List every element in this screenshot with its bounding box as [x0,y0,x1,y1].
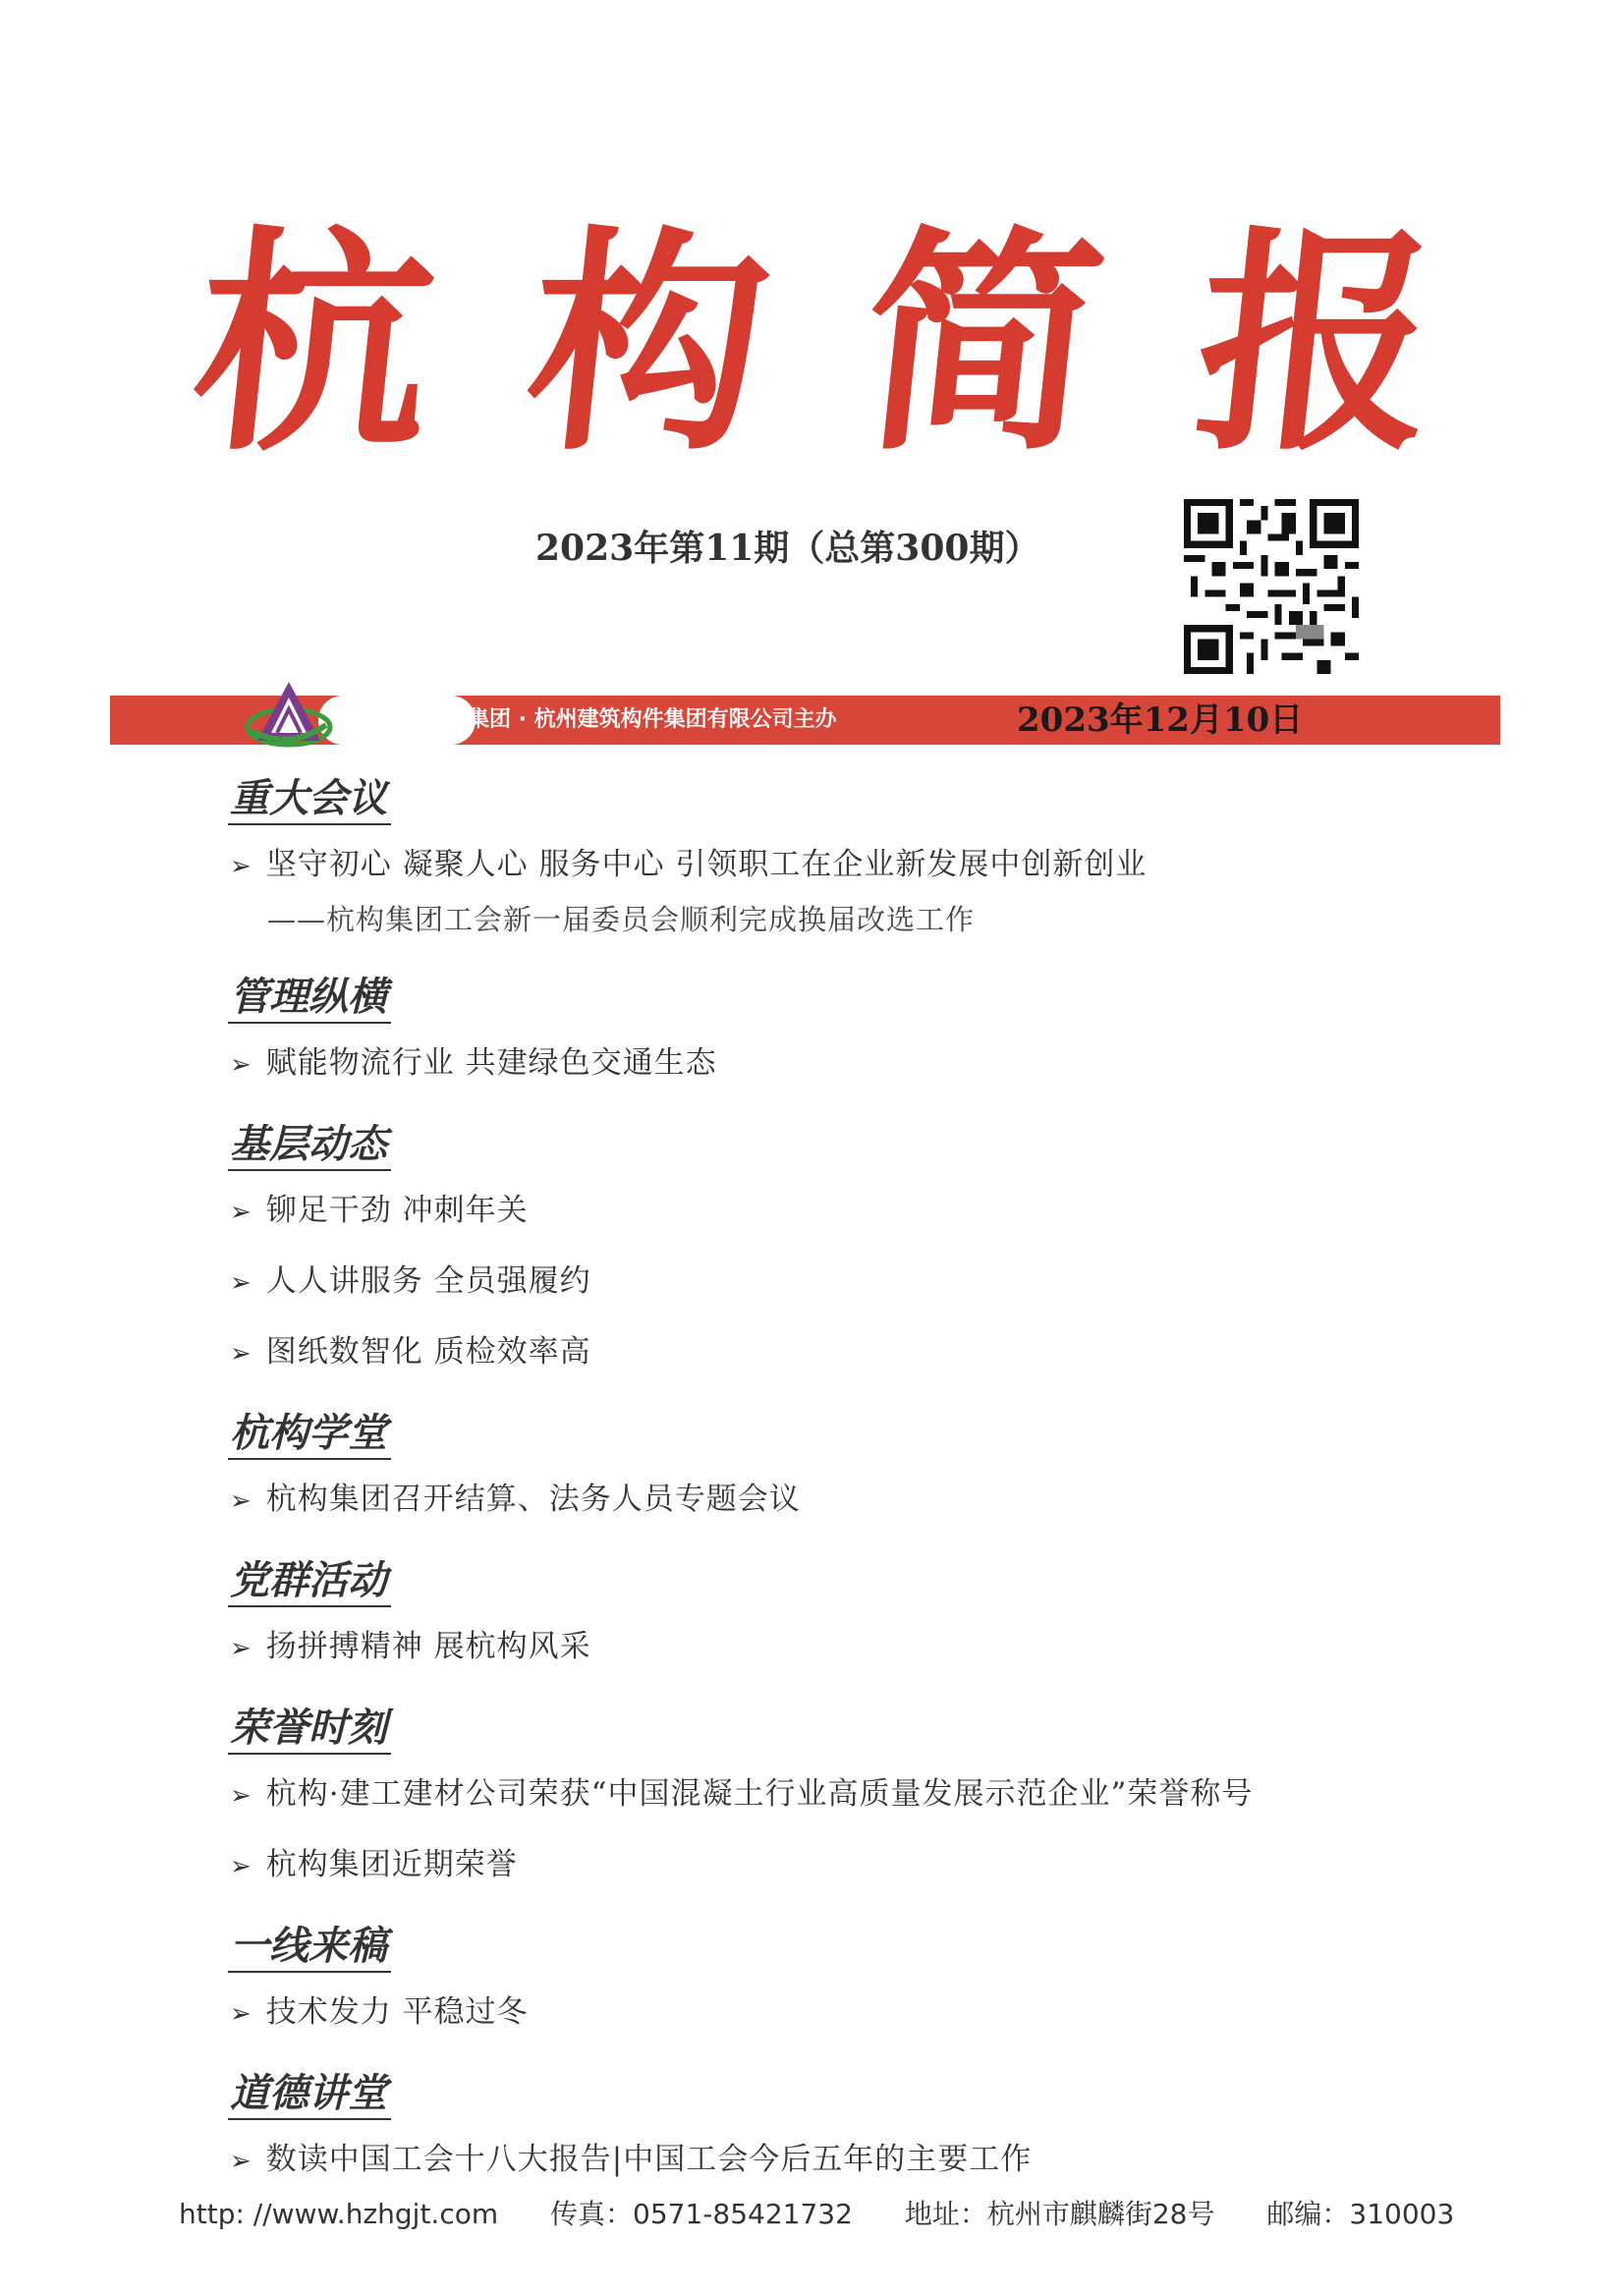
footer-fax: 传真：0571-85421732 [550,2198,853,2230]
section-title: 管理纵横 [228,973,391,1024]
arrow-bullet-icon: ➢ [230,2147,252,2176]
sponsor-line: 杭州建工集团 · 杭州建筑构件集团有限公司主办 [381,707,837,732]
toc-entry-text: 人人讲服务 全员强履约 [265,1263,591,1299]
masthead-char: 杭 [182,205,447,482]
arrow-bullet-icon: ➢ [230,1268,252,1298]
qr-code-icon[interactable] [1184,499,1359,674]
toc-section [228,963,1456,1089]
toc-entry[interactable] [228,1039,1456,1089]
arrow-bullet-icon: ➢ [230,1486,252,1516]
arrow-bullet-icon: ➢ [230,1198,252,1227]
toc-entry-text: 扬拼搏精神 展杭构风采 [265,1629,591,1664]
toc-entry[interactable] [228,1258,1456,1307]
masthead-char: 构 [516,205,781,482]
arrow-bullet-icon: ➢ [230,852,252,881]
toc-section [228,1110,1456,1377]
toc-entry[interactable] [228,1328,1456,1377]
toc-section [228,2059,1456,2185]
footer-contact [179,2193,1497,2232]
toc-entry-text: 杭构集团近期荣誉 [265,1847,518,1882]
arrow-bullet-icon: ➢ [230,1852,252,1881]
toc-entry[interactable] [228,1770,1456,1819]
arrow-bullet-icon: ➢ [230,1781,252,1811]
toc-section [228,1399,1456,1525]
toc-section [228,1694,1456,1890]
arrow-bullet-icon: ➢ [230,1339,252,1369]
toc-entry-text: 技术发力 平稳过冬 [265,1994,529,2030]
masthead-char: 报 [1184,205,1449,482]
issue-number: 2023年第11期（总第300期） [535,528,1040,569]
toc-entry[interactable] [228,2136,1456,2185]
toc-entry[interactable] [228,841,1456,890]
section-title: 一线来稿 [228,1922,391,1973]
section-title: 重大会议 [228,774,391,825]
toc-entry-subtitle: ——杭构集团工会新一届委员会顺利完成换届改选工作 [267,903,976,936]
section-title: 党群活动 [228,1556,391,1607]
toc-entry[interactable] [228,1476,1456,1525]
toc-entry[interactable] [228,1988,1456,2038]
arrow-bullet-icon: ➢ [230,1634,252,1663]
masthead-title [182,196,1449,491]
table-of-contents [228,764,1456,2207]
toc-entry-text: 杭构集团召开结算、法务人员专题会议 [265,1482,801,1517]
toc-entry-text: 赋能物流行业 共建绿色交通生态 [265,1045,717,1081]
section-title: 道德讲堂 [228,2069,391,2120]
issue-date: 2023年12月10日 [1017,700,1304,740]
footer-address: 地址：杭州市麒麟街28号 [904,2198,1215,2230]
toc-entry-text: 数读中国工会十八大报告|中国工会今后五年的主要工作 [265,2142,1033,2177]
footer-postcode: 邮编：310003 [1266,2198,1455,2230]
toc-section [228,1546,1456,1672]
masthead-char: 简 [850,205,1115,482]
toc-section [228,1912,1456,2038]
toc-entry-text: 图纸数智化 质检效率高 [265,1334,591,1370]
toc-entry[interactable] [228,1841,1456,1890]
section-title: 基层动态 [228,1120,391,1171]
section-title: 杭构学堂 [228,1409,391,1460]
toc-section [228,764,1456,939]
toc-entry-text: 坚守初心 凝聚人心 服务中心 引领职工在企业新发展中创新创业 [265,847,1148,882]
company-logo-icon [244,676,334,755]
toc-entry[interactable] [228,1187,1456,1236]
toc-entry-text: 杭构·建工建材公司荣获“中国混凝土行业高质量发展示范企业”荣誉称号 [265,1776,1254,1812]
arrow-bullet-icon: ➢ [230,1999,252,2029]
toc-entry[interactable] [228,1623,1456,1672]
footer-website[interactable]: http: //www.hzhgjt.com [179,2198,499,2230]
toc-entry-text: 铆足干劲 冲刺年关 [265,1193,529,1228]
arrow-bullet-icon: ➢ [230,1050,252,1080]
section-title: 荣誉时刻 [228,1704,391,1755]
